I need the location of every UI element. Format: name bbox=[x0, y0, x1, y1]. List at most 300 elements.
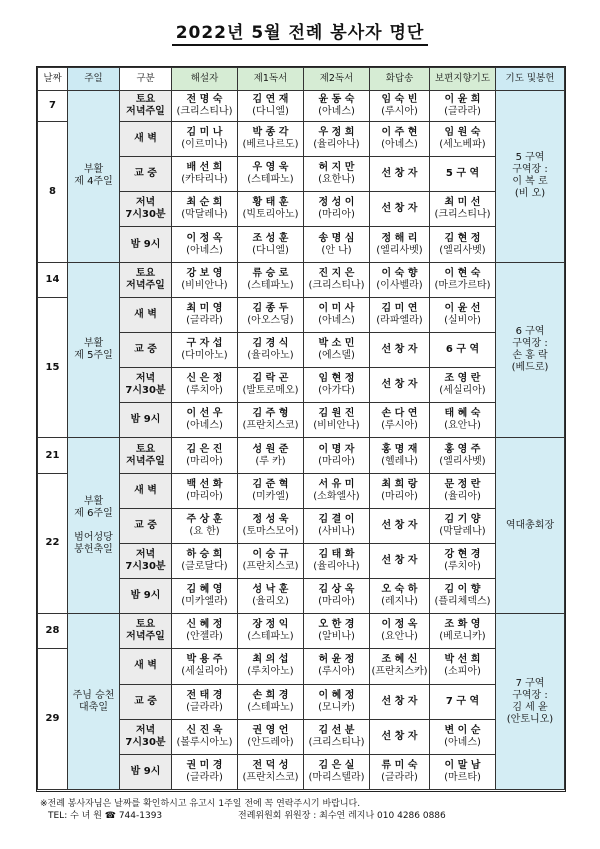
cell-text: 7 구 역 bbox=[445, 695, 480, 707]
commentator-cell bbox=[172, 614, 238, 649]
cell-text: 선 창 자 bbox=[381, 554, 418, 566]
prayer-label: 6 구역 bbox=[515, 326, 545, 338]
baptismal-name: (요안나) bbox=[381, 631, 418, 643]
baptismal-name: (미카엘라) bbox=[181, 596, 228, 608]
category-cell bbox=[120, 614, 172, 649]
baptismal-name: (미카엘) bbox=[252, 490, 289, 502]
baptismal-name: (막달레나) bbox=[181, 209, 228, 221]
commentator-header: 해설자 bbox=[172, 68, 238, 91]
footer-contact bbox=[48, 808, 568, 821]
baptismal-name: (글라라) bbox=[186, 701, 223, 713]
reading2-cell bbox=[304, 297, 370, 332]
date-cell bbox=[38, 262, 68, 297]
person-name: 이 윤 희 bbox=[444, 94, 481, 105]
baptismal-name: (막달레나) bbox=[439, 525, 486, 537]
baptismal-name: (마리아) bbox=[318, 455, 355, 467]
intercession-cell bbox=[430, 262, 496, 297]
commentator-cell bbox=[172, 368, 238, 403]
psalm-cell bbox=[370, 403, 430, 438]
prayer-label: 구역장 : bbox=[512, 689, 548, 701]
intercession-cell bbox=[430, 332, 496, 367]
date-cell bbox=[38, 473, 68, 614]
cell-text: 선 창 자 bbox=[381, 344, 418, 356]
reading1-cell bbox=[238, 719, 304, 754]
person-name: 김 미 연 bbox=[381, 302, 418, 314]
person-name: 강 현 경 bbox=[444, 548, 481, 560]
baptismal-name: (크리스티나) bbox=[308, 736, 365, 748]
date-value: 21 bbox=[45, 449, 60, 461]
category-cell bbox=[120, 262, 172, 297]
baptismal-name: (루시아) bbox=[381, 106, 418, 117]
reading2-cell bbox=[304, 579, 370, 614]
date-value: 15 bbox=[45, 361, 60, 373]
commentator-cell bbox=[172, 754, 238, 789]
psalm-cell bbox=[370, 754, 430, 789]
baptismal-name: (프란치스카) bbox=[371, 666, 428, 678]
reading2-cell bbox=[304, 438, 370, 473]
person-name: 전 명 숙 bbox=[186, 94, 223, 105]
category-cell bbox=[120, 122, 172, 157]
intercession-cell bbox=[430, 579, 496, 614]
baptismal-name: (아녜스) bbox=[318, 106, 355, 117]
roster-table bbox=[37, 67, 565, 790]
person-name: 김 현 정 bbox=[444, 232, 481, 244]
week-cell bbox=[68, 614, 120, 790]
category-label: 7시30분 bbox=[125, 736, 166, 748]
intercession-cell bbox=[430, 192, 496, 227]
category-label: 밤 9시 bbox=[130, 238, 161, 250]
week-label: 제 6주일 bbox=[74, 507, 113, 519]
baptismal-name: (스테파노) bbox=[247, 279, 294, 291]
reading2-cell bbox=[304, 227, 370, 262]
intercession-cell bbox=[430, 403, 496, 438]
baptismal-name: (마리아) bbox=[186, 455, 223, 467]
baptismal-name: (플리체덱스) bbox=[434, 596, 491, 608]
person-name: 윤 동 숙 bbox=[318, 94, 355, 105]
reading1-cell bbox=[238, 508, 304, 543]
baptismal-name: (아가다) bbox=[318, 385, 355, 397]
person-name: 홍 명 재 bbox=[381, 443, 418, 455]
person-name: 이 정 옥 bbox=[186, 232, 223, 244]
week-header: 주일 bbox=[68, 68, 120, 91]
intercession-cell bbox=[430, 473, 496, 508]
baptismal-name: (마르가르타) bbox=[434, 279, 491, 291]
prayer-label: (비 오) bbox=[514, 188, 546, 200]
psalm-cell bbox=[370, 719, 430, 754]
category-label: 7시30분 bbox=[125, 209, 166, 221]
week-label: 부활 bbox=[83, 495, 104, 507]
commentator-cell bbox=[172, 332, 238, 367]
person-name: 김 락 곤 bbox=[252, 373, 289, 385]
category-label: 저녁 bbox=[135, 197, 156, 209]
reading1-cell bbox=[238, 122, 304, 157]
baptismal-name: (마리아) bbox=[318, 209, 355, 221]
person-name: 이 승 규 bbox=[252, 548, 289, 560]
prayer-label: 김 세 윤 bbox=[512, 701, 548, 713]
person-name: 하 승 희 bbox=[186, 548, 223, 560]
category-cell bbox=[120, 438, 172, 473]
psalm-cell bbox=[370, 438, 430, 473]
reading1-cell bbox=[238, 473, 304, 508]
week-cell bbox=[68, 438, 120, 614]
reading2-cell bbox=[304, 649, 370, 684]
psalm-cell bbox=[370, 192, 430, 227]
person-name: 권 영 언 bbox=[252, 724, 289, 736]
psalm-cell bbox=[370, 332, 430, 367]
person-name: 김 원 진 bbox=[318, 408, 355, 420]
cell-text: 선 창 자 bbox=[381, 379, 418, 391]
person-name: 허 윤 정 bbox=[318, 654, 355, 666]
person-name: 전 덕 성 bbox=[252, 759, 289, 771]
category-label: 교 중 bbox=[134, 695, 157, 707]
commentator-cell bbox=[172, 438, 238, 473]
person-name: 김 은 실 bbox=[318, 759, 355, 771]
person-name: 이 현 숙 bbox=[444, 267, 481, 279]
baptismal-name: (엘리사벳) bbox=[439, 244, 486, 256]
person-name: 손 희 경 bbox=[252, 689, 289, 701]
baptismal-name: (아녜스) bbox=[381, 139, 418, 151]
person-name: 조 영 란 bbox=[444, 373, 481, 385]
baptismal-name: (발토로메오) bbox=[242, 385, 299, 397]
week-label: 범어성당 bbox=[74, 531, 113, 543]
category-label: 토요 bbox=[135, 443, 156, 455]
week-label bbox=[68, 520, 119, 532]
intercession-cell bbox=[430, 91, 496, 122]
baptismal-name: (스테파노) bbox=[247, 631, 294, 643]
baptismal-name: (베로니카) bbox=[439, 631, 486, 643]
baptismal-name: (아오스딩) bbox=[247, 314, 294, 326]
baptismal-name: (마리스텔라) bbox=[308, 771, 365, 783]
person-name: 성 낙 훈 bbox=[252, 584, 289, 596]
baptismal-name: (마리아) bbox=[318, 596, 355, 608]
intercession-header: 보편지향기도 bbox=[430, 68, 496, 91]
commentator-cell bbox=[172, 543, 238, 578]
psalm-cell bbox=[370, 368, 430, 403]
baptismal-name: (마리아) bbox=[381, 490, 418, 502]
reading1-cell bbox=[238, 754, 304, 789]
person-name: 신 혜 정 bbox=[186, 619, 223, 631]
baptismal-name: (율리아나) bbox=[313, 139, 360, 151]
psalm-cell bbox=[370, 227, 430, 262]
reading1-cell bbox=[238, 91, 304, 122]
psalm-cell bbox=[370, 614, 430, 649]
baptismal-name: (이르미나) bbox=[181, 139, 228, 151]
prayer-label: 손 홍 락 bbox=[512, 350, 548, 362]
week-label: 대축일 bbox=[79, 701, 108, 713]
person-name: 오 한 경 bbox=[318, 619, 355, 631]
person-name: 김 종 두 bbox=[252, 302, 289, 314]
person-name: 김 기 양 bbox=[444, 513, 481, 525]
person-name: 김 결 이 bbox=[318, 513, 355, 525]
reading2-cell bbox=[304, 262, 370, 297]
category-label: 밤 9시 bbox=[130, 765, 161, 777]
category-cell bbox=[120, 579, 172, 614]
person-name: 김 이 향 bbox=[444, 584, 481, 596]
intercession-cell bbox=[430, 508, 496, 543]
category-label: 교 중 bbox=[134, 344, 157, 356]
person-name: 우 정 희 bbox=[318, 127, 355, 139]
person-name: 김 주 형 bbox=[252, 408, 289, 420]
baptismal-name: (에스델) bbox=[318, 350, 355, 362]
commentator-cell bbox=[172, 192, 238, 227]
person-name: 이 미 사 bbox=[318, 302, 355, 314]
category-label: 밤 9시 bbox=[130, 590, 161, 602]
reading2-cell bbox=[304, 473, 370, 508]
contact-committee: 전례위원회 위원장 : 최수연 레지나 010 4286 0886 bbox=[238, 811, 446, 821]
category-cell bbox=[120, 684, 172, 719]
reading1-cell bbox=[238, 368, 304, 403]
person-name: 최 미 선 bbox=[444, 197, 481, 209]
prayer-cell bbox=[496, 614, 565, 790]
person-name: 정 성 이 bbox=[318, 197, 355, 209]
psalm-cell bbox=[370, 262, 430, 297]
baptismal-name: (모니카) bbox=[318, 701, 355, 713]
baptismal-name: (율리아) bbox=[444, 490, 481, 502]
psalm-cell bbox=[370, 684, 430, 719]
category-cell bbox=[120, 719, 172, 754]
date-value: 7 bbox=[49, 100, 56, 111]
reading2-cell bbox=[304, 754, 370, 789]
commentator-cell bbox=[172, 403, 238, 438]
person-name: 조 화 영 bbox=[444, 619, 481, 631]
week-label: 봉헌축일 bbox=[74, 543, 113, 555]
person-name: 박 소 민 bbox=[318, 338, 355, 350]
category-cell bbox=[120, 297, 172, 332]
date-value: 8 bbox=[49, 185, 56, 197]
baptismal-name: (엘리사벳) bbox=[376, 244, 423, 256]
person-name: 강 보 영 bbox=[186, 267, 223, 279]
person-name: 신 은 정 bbox=[186, 373, 223, 385]
person-name: 이 말 남 bbox=[444, 759, 481, 771]
person-name: 우 영 욱 bbox=[252, 162, 289, 174]
intercession-cell bbox=[430, 614, 496, 649]
category-label: 7시30분 bbox=[125, 385, 166, 397]
category-cell bbox=[120, 157, 172, 192]
week-label: 제 4주일 bbox=[74, 176, 113, 188]
baptismal-name: (카타리나) bbox=[181, 174, 228, 186]
person-name: 조 혜 신 bbox=[381, 654, 418, 666]
baptismal-name: (헬레나) bbox=[381, 455, 418, 467]
psalm-cell bbox=[370, 508, 430, 543]
reading1-header: 제1독서 bbox=[238, 68, 304, 91]
prayer-cell bbox=[496, 91, 565, 263]
week-label: 부활 bbox=[83, 338, 104, 350]
reading2-cell bbox=[304, 332, 370, 367]
person-name: 김 준 혁 bbox=[252, 478, 289, 490]
baptismal-name: (프란치스코) bbox=[242, 420, 299, 432]
person-name: 오 숙 하 bbox=[381, 584, 418, 596]
psalm-cell bbox=[370, 543, 430, 578]
commentator-cell bbox=[172, 297, 238, 332]
person-name: 김 은 진 bbox=[186, 443, 223, 455]
person-name: 신 진 욱 bbox=[186, 724, 223, 736]
person-name: 이 주 현 bbox=[381, 127, 418, 139]
baptismal-name: (요한나) bbox=[318, 174, 355, 186]
baptismal-name: (베르나르도) bbox=[242, 139, 299, 151]
category-cell bbox=[120, 754, 172, 789]
reading1-cell bbox=[238, 227, 304, 262]
baptismal-name: (엘리사벳) bbox=[439, 455, 486, 467]
reading1-cell bbox=[238, 579, 304, 614]
baptismal-name: (루치아) bbox=[444, 560, 481, 572]
baptismal-name: (다니엘) bbox=[252, 244, 289, 256]
prayer-cell bbox=[496, 262, 565, 438]
category-cell bbox=[120, 508, 172, 543]
reading1-cell bbox=[238, 614, 304, 649]
prayer-label: 구역장 : bbox=[512, 338, 548, 350]
person-name: 변 이 순 bbox=[444, 724, 481, 736]
person-name: 김 상 옥 bbox=[318, 584, 355, 596]
baptismal-name: (소피아) bbox=[444, 666, 481, 678]
contact-phone: TEL: 수 녀 원 ☎ 744-1393 bbox=[48, 811, 163, 821]
person-name: 이 명 자 bbox=[318, 443, 355, 455]
baptismal-name: (율리아노) bbox=[247, 350, 294, 362]
baptismal-name: (다미아노) bbox=[181, 350, 228, 362]
person-name: 황 태 훈 bbox=[252, 197, 289, 209]
reading2-header: 제2독서 bbox=[304, 68, 370, 91]
date-value: 22 bbox=[45, 537, 60, 549]
reading2-cell bbox=[304, 192, 370, 227]
category-label: 토요 bbox=[135, 94, 156, 105]
baptismal-name: (프란치스코) bbox=[242, 771, 299, 783]
category-label: 저녁주일 bbox=[126, 279, 165, 291]
psalm-cell bbox=[370, 157, 430, 192]
intercession-cell bbox=[430, 122, 496, 157]
date-value: 14 bbox=[45, 273, 60, 285]
commentator-cell bbox=[172, 473, 238, 508]
baptismal-name: (요 한) bbox=[189, 525, 220, 537]
baptismal-name: (글라라) bbox=[381, 771, 418, 783]
prayer-header: 기도 및봉헌 bbox=[496, 68, 565, 91]
intercession-cell bbox=[430, 297, 496, 332]
header-row bbox=[38, 68, 565, 91]
reading1-cell bbox=[238, 438, 304, 473]
baptismal-name: (크리스티나) bbox=[176, 106, 233, 117]
category-cell bbox=[120, 192, 172, 227]
baptismal-name: (루치아) bbox=[186, 385, 223, 397]
date-header: 날짜 bbox=[38, 68, 68, 91]
baptismal-name: (프란치스코) bbox=[242, 560, 299, 572]
commentator-cell bbox=[172, 122, 238, 157]
baptismal-name: (안젤라) bbox=[186, 631, 223, 643]
intercession-cell bbox=[430, 438, 496, 473]
person-name: 백 선 화 bbox=[186, 478, 223, 490]
person-name: 최 미 영 bbox=[186, 302, 223, 314]
reading2-cell bbox=[304, 91, 370, 122]
week-cell bbox=[68, 262, 120, 438]
person-name: 박 종 각 bbox=[252, 127, 289, 139]
intercession-cell bbox=[430, 227, 496, 262]
prayer-label: 5 구역 bbox=[515, 152, 545, 164]
person-name: 최 의 섭 bbox=[252, 654, 289, 666]
date-cell bbox=[38, 297, 68, 438]
date-cell bbox=[38, 91, 68, 122]
baptismal-name: (비비안나) bbox=[313, 420, 360, 432]
reading1-cell bbox=[238, 684, 304, 719]
reading2-cell bbox=[304, 122, 370, 157]
title-text: 2022년 5월 전례 봉사자 명단 bbox=[172, 23, 429, 46]
person-name: 이 윤 선 bbox=[444, 302, 481, 314]
week-label: 제 5주일 bbox=[74, 350, 113, 362]
intercession-cell bbox=[430, 649, 496, 684]
baptismal-name: (이사벨라) bbox=[376, 279, 423, 291]
intercession-cell bbox=[430, 719, 496, 754]
category-label: 저녁주일 bbox=[126, 631, 165, 643]
category-label: 새 벽 bbox=[134, 660, 157, 672]
baptismal-name: (볼루시아노) bbox=[176, 736, 233, 748]
baptismal-name: (요안나) bbox=[444, 420, 481, 432]
category-label: 교 중 bbox=[134, 168, 157, 180]
reading2-cell bbox=[304, 719, 370, 754]
person-name: 배 선 희 bbox=[186, 162, 223, 174]
person-name: 이 혜 정 bbox=[318, 689, 355, 701]
category-label: 새 벽 bbox=[134, 133, 157, 145]
person-name: 류 승 로 bbox=[252, 267, 289, 279]
person-name: 김 경 식 bbox=[252, 338, 289, 350]
week-cell bbox=[68, 91, 120, 263]
category-cell bbox=[120, 332, 172, 367]
commentator-cell bbox=[172, 262, 238, 297]
baptismal-name: (루시아) bbox=[381, 420, 418, 432]
baptismal-name: (루 카) bbox=[255, 455, 286, 467]
reading1-cell bbox=[238, 543, 304, 578]
psalm-cell bbox=[370, 91, 430, 122]
person-name: 권 미 경 bbox=[186, 759, 223, 771]
baptismal-name: (루시아) bbox=[318, 666, 355, 678]
person-name: 박 용 주 bbox=[186, 654, 223, 666]
person-name: 태 혜 숙 bbox=[444, 408, 481, 420]
person-name: 이 정 옥 bbox=[381, 619, 418, 631]
cell-text: 선 창 자 bbox=[381, 695, 418, 707]
prayer-label: (베드로) bbox=[511, 362, 549, 374]
reading1-cell bbox=[238, 157, 304, 192]
person-name: 김 태 화 bbox=[318, 548, 355, 560]
footer-note: ※전례 봉사자님은 날짜를 확인하시고 유고시 1주일 전에 꼭 연락주시기 바랍니다. bbox=[40, 799, 361, 809]
baptismal-name: (글라라) bbox=[186, 771, 223, 783]
baptismal-name: (토마스모어) bbox=[242, 525, 299, 537]
table-row bbox=[38, 438, 565, 473]
commentator-cell bbox=[172, 227, 238, 262]
baptismal-name: (라파엘라) bbox=[376, 314, 423, 326]
baptismal-name: (실비아) bbox=[444, 314, 481, 326]
reading2-cell bbox=[304, 403, 370, 438]
document-title bbox=[0, 18, 600, 43]
baptismal-name: (레지나) bbox=[381, 596, 418, 608]
baptismal-name: (클로달다) bbox=[181, 560, 228, 572]
baptismal-name: (아녜스) bbox=[444, 736, 481, 748]
baptismal-name: (다니엘) bbox=[252, 106, 289, 117]
psalm-header: 화답송 bbox=[370, 68, 430, 91]
reading1-cell bbox=[238, 403, 304, 438]
category-label: 저녁주일 bbox=[126, 106, 165, 117]
reading1-cell bbox=[238, 262, 304, 297]
category-label: 토요 bbox=[135, 267, 156, 279]
person-name: 손 다 연 bbox=[381, 408, 418, 420]
baptismal-name: (아녜스) bbox=[186, 244, 223, 256]
prayer-label: 7 구역 bbox=[515, 677, 545, 689]
category-cell bbox=[120, 543, 172, 578]
baptismal-name: (스테파노) bbox=[247, 174, 294, 186]
reading2-cell bbox=[304, 684, 370, 719]
category-label: 교 중 bbox=[134, 519, 157, 531]
commentator-cell bbox=[172, 157, 238, 192]
person-name: 김 미 나 bbox=[186, 127, 223, 139]
intercession-cell bbox=[430, 684, 496, 719]
prayer-label: 역대총회장 bbox=[505, 519, 555, 531]
person-name: 정 성 욱 bbox=[252, 513, 289, 525]
cell-text: 5 구 역 bbox=[445, 168, 480, 180]
person-name: 이 숙 향 bbox=[381, 267, 418, 279]
